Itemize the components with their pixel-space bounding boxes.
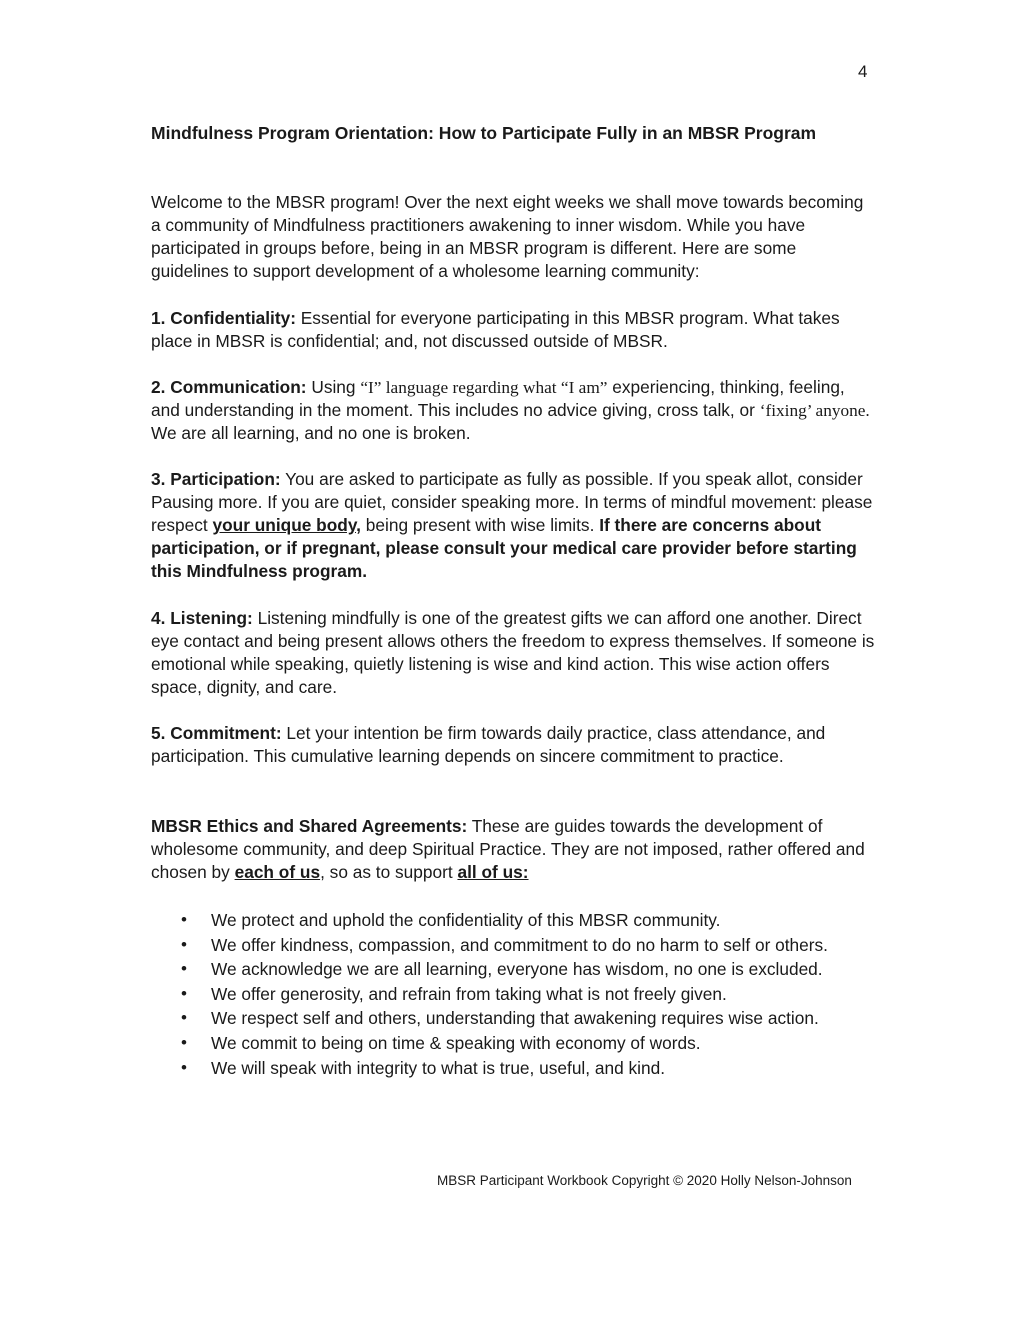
- agreement-item: • We will speak with integrity to what is true, useful, and kind.: [151, 1056, 828, 1081]
- ethics-intro: [151, 815, 876, 884]
- guideline-text: You are asked to participate as fully as possible. If you speak allot, consider Pausing more. If you are quiet, consider speaking more. In terms of mindful movement: please respect: [151, 469, 873, 536]
- guideline-text: experiencing, thinking, feeling, and understanding in the moment. This includes no advice giving, cross talk, or: [151, 377, 845, 421]
- agreement-item: • We protect and uphold the confidentiality of this MBSR community.: [151, 908, 828, 933]
- agreement-item: • We acknowledge we are all learning, everyone has wisdom, no one is excluded.: [151, 957, 828, 982]
- guideline-confidentiality: [151, 307, 876, 353]
- guideline-heading: 2. Communication:: [151, 377, 307, 397]
- guideline-text: Listening mindfully is one of the greatest gifts we can afford one another. Direct eye contact and being present allows others the freedom to express themselves. If someone is emotional while speaking, quietly listening is wise and kind action. This wise action offers space, dignity, and care.: [151, 608, 875, 698]
- guideline-text: being present with wise limits.: [360, 515, 600, 536]
- ethics-text: These are guides towards the development of wholesome community, and deep Spiritual Practice. They are not imposed, rather offered and chosen by: [151, 816, 865, 883]
- guideline-heading: 4. Listening:: [151, 608, 253, 628]
- guideline-heading: 1. Confidentiality:: [151, 308, 296, 328]
- page-title: Mindfulness Program Orientation: How to Participate Fully in an MBSR Program: [151, 123, 817, 143]
- guideline-text: We are all learning, and no one is broken.: [151, 423, 471, 444]
- guideline-text-serif: ‘fixing’ anyone.: [759, 401, 870, 421]
- guideline-text: Using: [306, 377, 361, 397]
- agreement-item: • We respect self and others, understanding that awakening requires wise action.: [151, 1006, 828, 1031]
- underlined-phrase: each of us: [234, 862, 321, 883]
- intro-paragraph: Welcome to the MBSR program! Over the next eight weeks we shall move towards becoming a community of Mindfulness practitioners awakening to inner wisdom. While you have participated in groups before, being in an MBSR program is different. Here are some guidelines to support development of a wholesome learning community:: [151, 192, 864, 282]
- agreement-item: • We offer kindness, compassion, and commitment to do no harm to self or others.: [151, 933, 828, 958]
- guideline-commitment: [151, 722, 876, 768]
- underlined-phrase: your unique body,: [212, 515, 361, 536]
- guideline-heading: 5. Commitment:: [151, 723, 282, 743]
- guideline-text: Essential for everyone participating in this MBSR program. What takes place in MBSR is confidential; and, not discussed outside of MBSR.: [151, 308, 840, 352]
- agreement-item: • We offer generosity, and refrain from taking what is not freely given.: [151, 982, 828, 1007]
- guideline-communication: [151, 376, 876, 445]
- guideline-listening: [151, 607, 876, 699]
- ethics-text: , so as to support: [320, 862, 458, 883]
- page-number: 4: [858, 62, 868, 81]
- guideline-heading: 3. Participation:: [151, 469, 281, 489]
- guideline-participation: [151, 468, 876, 583]
- agreements-list: [151, 908, 828, 1080]
- guideline-text-serif: “I” language regarding what “I am”: [360, 378, 608, 397]
- guideline-text: Let your intention be firm towards daily practice, class attendance, and participation. This cumulative learning depends on sincere commitment to practice.: [151, 723, 826, 767]
- bold-note: If there are concerns about participation, or if pregnant, please consult your medical care provider before starting this Mindfulness program.: [151, 515, 857, 582]
- footer-copyright: MBSR Participant Workbook Copyright © 2020 Holly Nelson-Johnson: [437, 1173, 852, 1188]
- underlined-phrase: all of us:: [457, 862, 529, 883]
- ethics-heading: MBSR Ethics and Shared Agreements:: [151, 816, 468, 836]
- agreement-item: • We commit to being on time & speaking with economy of words.: [151, 1031, 828, 1056]
